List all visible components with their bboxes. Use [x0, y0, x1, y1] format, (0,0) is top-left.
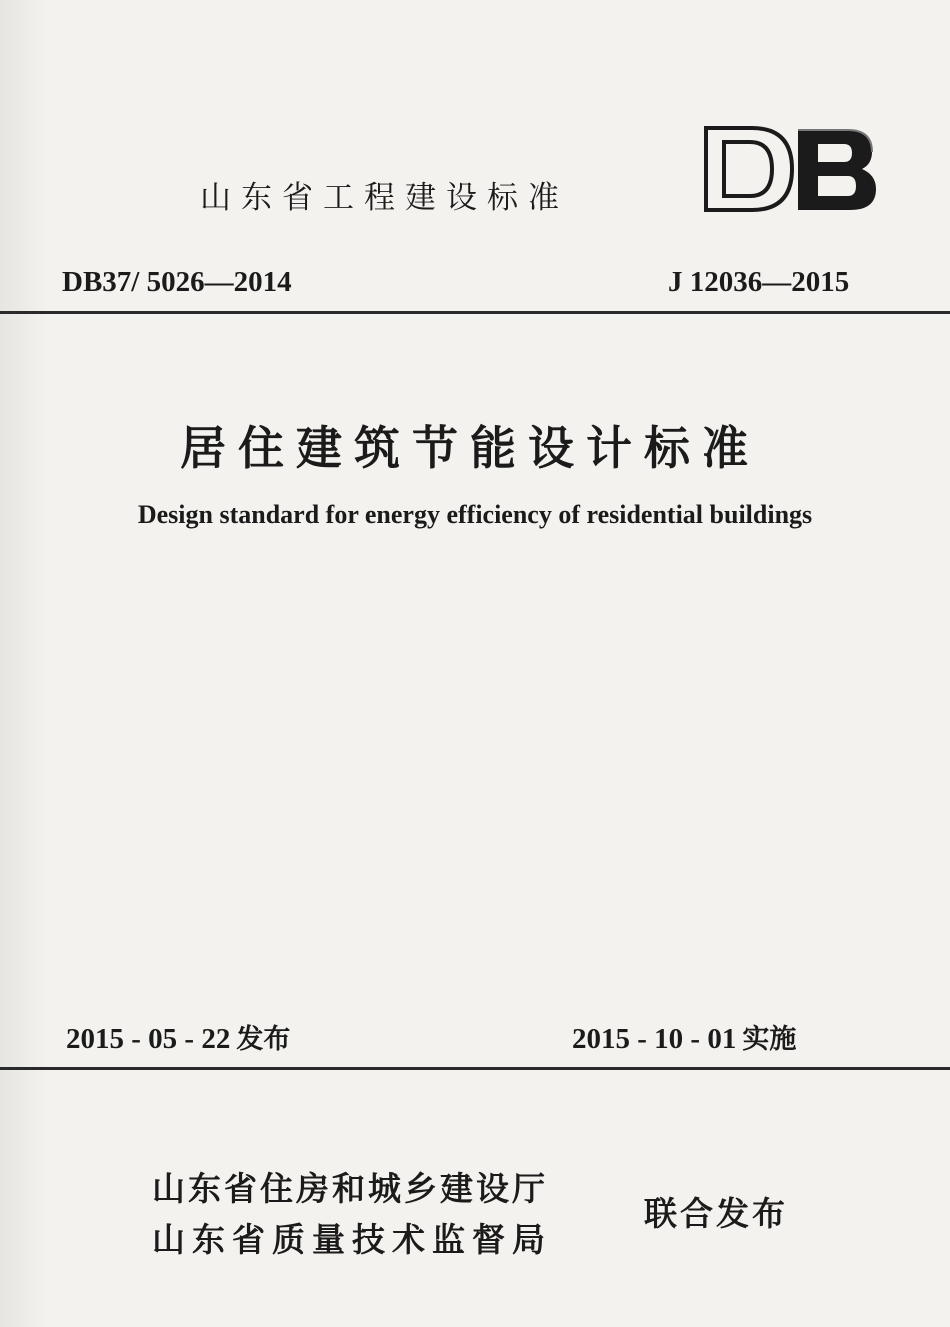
- effective-date: 2015 - 10 - 01: [572, 1023, 737, 1055]
- effective-label: 实施: [742, 1024, 797, 1055]
- effective-date-line: [572, 1017, 796, 1056]
- joint-release-label: 联合发布: [644, 1194, 788, 1233]
- db-logo-letter-d: [706, 128, 792, 210]
- standard-number: DB37/ 5026—2014: [62, 266, 292, 298]
- issuer-quality-bureau: 山东省质量技术监督局: [152, 1220, 552, 1259]
- db-logo-letter-b: [798, 130, 876, 210]
- publish-label: 发布: [236, 1024, 291, 1055]
- binding-shadow: [0, 0, 48, 1327]
- bottom-divider: [0, 1067, 950, 1070]
- publish-date-line: [66, 1017, 290, 1056]
- title-english: Design standard for energy efficiency of residential buildings: [137, 500, 813, 529]
- title-chinese: 居住建筑节能设计标准: [180, 421, 760, 475]
- publish-date: 2015 - 05 - 22: [66, 1023, 231, 1055]
- issuer-housing-department: 山东省住房和城乡建设厅: [152, 1169, 548, 1208]
- top-divider: [0, 311, 950, 314]
- db-logo: [700, 122, 880, 217]
- record-number: J 12036—2015: [668, 266, 850, 298]
- series-name: 山东省工程建设标准: [200, 180, 569, 216]
